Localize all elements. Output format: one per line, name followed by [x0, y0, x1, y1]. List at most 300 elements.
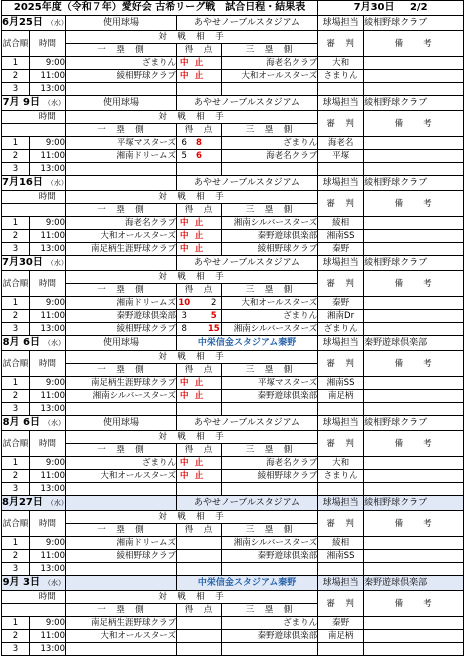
away-header: 三 塁 側 [222, 44, 318, 57]
date-text: 8月27日 [2, 497, 43, 508]
blank-header [2, 111, 30, 124]
home-score [177, 537, 192, 550]
ground-manager-label: 球場担当 [318, 176, 364, 191]
home-team: 南足柄生涯野球クラブ [66, 617, 177, 630]
match-date [2, 16, 66, 31]
away-team: ざまりん [222, 137, 318, 150]
match-row [2, 457, 464, 470]
match-time: 9:00 [30, 57, 66, 70]
stadium-name: あやせノーブルスタジアム [177, 256, 318, 271]
match-time: 9:00 [30, 617, 66, 630]
blank-header [2, 191, 30, 204]
match-time: 13:00 [30, 563, 66, 576]
match-date [2, 96, 66, 111]
home-score [177, 83, 192, 96]
match-no: 2 [2, 550, 30, 563]
remarks [364, 230, 464, 243]
match-row [2, 57, 464, 70]
match-time: 13:00 [30, 83, 66, 96]
away-team: 秦野遊球倶楽部 [222, 390, 318, 403]
match-no-header: 試合順 [2, 351, 30, 377]
home-score: 中 [177, 377, 192, 390]
umpire-team: 大和 [318, 457, 364, 470]
home-team: 大和オールスターズ [66, 230, 177, 243]
match-row [2, 70, 464, 83]
opponent-header: 対 戦 相 手 [66, 511, 318, 524]
stadium-name: あやせノーブルスタジアム [177, 16, 318, 31]
score-middle [192, 323, 207, 336]
time-header: 時間 [30, 271, 66, 297]
score-middle [192, 483, 207, 496]
match-row [2, 563, 464, 576]
home-score [177, 643, 192, 656]
weekday-text: （水） [44, 99, 65, 107]
score-header: 得 点 [177, 284, 222, 297]
match-row [2, 230, 464, 243]
page-number: 2/2 [409, 2, 428, 13]
umpire-team: 秦野 [318, 617, 364, 630]
away-score [207, 537, 222, 550]
home-team: 秦野遊球倶楽部 [66, 310, 177, 323]
home-score: 5 [177, 150, 192, 163]
home-team: 綾相野球クラブ [66, 550, 177, 563]
score-header: 得 点 [177, 444, 222, 457]
away-score [207, 403, 222, 416]
remarks-header: 備 考 [364, 31, 464, 57]
away-team: 秦野遊球倶楽部 [222, 630, 318, 643]
date-row [2, 96, 464, 111]
ground-manager-label: 球場担当 [318, 336, 364, 351]
match-row [2, 390, 464, 403]
umpire-team: 南足柄 [318, 390, 364, 403]
match-row [2, 537, 464, 550]
ground-manager-team: 秦野遊球倶楽部 [364, 576, 464, 591]
score-middle: 止 [192, 230, 207, 243]
match-time: 9:00 [30, 137, 66, 150]
score-middle [192, 563, 207, 576]
match-row [2, 150, 464, 163]
home-team: 湘南ドリームズ [66, 297, 177, 310]
home-header: 一 塁 側 [66, 604, 177, 617]
umpire-team [318, 563, 364, 576]
score-middle [192, 163, 207, 176]
match-no-header: 試合順 [2, 271, 30, 297]
match-time: 11:00 [30, 310, 66, 323]
weekday-text: （水） [44, 579, 65, 587]
remarks [364, 150, 464, 163]
match-time: 11:00 [30, 150, 66, 163]
ground-manager-team: 綾相野球クラブ [364, 256, 464, 271]
score-middle: 止 [192, 470, 207, 483]
match-no: 3 [2, 643, 30, 656]
remarks [364, 403, 464, 416]
match-row [2, 163, 464, 176]
home-header: 一 塁 側 [66, 124, 177, 137]
home-score [177, 563, 192, 576]
time-header: 時間 [30, 31, 66, 57]
remarks [364, 217, 464, 230]
umpire-header: 審 判 [318, 351, 364, 377]
match-row [2, 483, 464, 496]
stadium-prefix [66, 256, 177, 271]
match-time: 13:00 [30, 643, 66, 656]
match-no: 1 [2, 377, 30, 390]
match-no: 3 [2, 243, 30, 256]
match-no: 1 [2, 617, 30, 630]
header-row-top [2, 271, 464, 284]
remarks-header: 備 考 [364, 111, 464, 137]
umpire-team: さまりん [318, 470, 364, 483]
score-middle: 8 [192, 137, 207, 150]
match-time: 13:00 [30, 243, 66, 256]
stadium-name: 中栄信金スタジアム秦野 [177, 336, 318, 351]
remarks [364, 617, 464, 630]
match-no: 2 [2, 70, 30, 83]
home-score [177, 630, 192, 643]
ground-manager-team: 綾相野球クラブ [364, 96, 464, 111]
away-score [207, 57, 222, 70]
umpire-header: 審 判 [318, 431, 364, 457]
away-header: 三 塁 側 [222, 124, 318, 137]
remarks [364, 483, 464, 496]
stadium-name: あやせノーブルスタジアム [177, 176, 318, 191]
match-no: 1 [2, 297, 30, 310]
match-no: 3 [2, 163, 30, 176]
umpire-team: 秦野 [318, 297, 364, 310]
home-team: ざまりん [66, 57, 177, 70]
date-text: 9月 3日 [2, 577, 40, 588]
home-score [177, 550, 192, 563]
remarks-header: 備 考 [364, 431, 464, 457]
ground-manager-label: 球場担当 [318, 96, 364, 111]
score-middle [192, 297, 207, 310]
away-team: 海老名クラブ [222, 457, 318, 470]
stadium-prefix: 使用球場 [66, 16, 177, 31]
date-text: 8月 6日 [2, 417, 40, 428]
ground-manager-team: 綾相野球クラブ [364, 416, 464, 431]
away-team: 秦野遊球倶楽部 [222, 230, 318, 243]
score-middle: 止 [192, 377, 207, 390]
match-no: 3 [2, 323, 30, 336]
match-no: 1 [2, 457, 30, 470]
away-team [222, 563, 318, 576]
header-row-top [2, 31, 464, 44]
match-no: 3 [2, 483, 30, 496]
match-no: 1 [2, 217, 30, 230]
umpire-team: 湘南SS [318, 377, 364, 390]
away-score [207, 70, 222, 83]
match-no: 1 [2, 537, 30, 550]
remarks [364, 83, 464, 96]
opponent-header: 対 戦 相 手 [66, 271, 318, 284]
stadium-name: あやせノーブルスタジアム [177, 496, 318, 511]
score-middle: 止 [192, 70, 207, 83]
home-team [66, 643, 177, 656]
remarks [364, 457, 464, 470]
header-row-top [2, 511, 464, 524]
match-row [2, 617, 464, 630]
home-score: 中 [177, 57, 192, 70]
time-header: 時間 [30, 191, 66, 204]
ground-manager-team: 綾相野球クラブ [364, 176, 464, 191]
away-score [207, 163, 222, 176]
date-text: 8月 6日 [2, 337, 40, 348]
date-row [2, 256, 464, 271]
blank-header [2, 591, 30, 604]
weekday-text: （水） [44, 339, 65, 347]
score-middle [192, 617, 207, 630]
match-row [2, 217, 464, 230]
match-no: 3 [2, 83, 30, 96]
away-score: 2 [207, 297, 222, 310]
match-time: 9:00 [30, 217, 66, 230]
match-no: 3 [2, 563, 30, 576]
remarks-header: 備 考 [364, 511, 464, 537]
ground-manager-label: 球場担当 [318, 576, 364, 591]
date-row [2, 496, 464, 511]
remarks [364, 243, 464, 256]
away-team [222, 83, 318, 96]
match-row [2, 83, 464, 96]
remarks [364, 630, 464, 643]
match-no: 3 [2, 403, 30, 416]
match-no: 2 [2, 150, 30, 163]
time-header: 時間 [30, 591, 66, 604]
umpire-team: 海老名 [318, 137, 364, 150]
stadium-prefix [66, 496, 177, 511]
remarks [364, 70, 464, 83]
home-score [177, 403, 192, 416]
score-middle: 止 [192, 217, 207, 230]
score-middle [192, 630, 207, 643]
updated-date: 7月30日 [353, 2, 395, 13]
away-score [207, 483, 222, 496]
sheet-title: 2025年度（令和７年）愛好会 古希リーグ戦 試合日程・結果表 [2, 1, 318, 16]
match-row [2, 297, 464, 310]
home-score: 中 [177, 217, 192, 230]
ground-manager-label: 球場担当 [318, 416, 364, 431]
score-header: 得 点 [177, 124, 222, 137]
match-time: 9:00 [30, 457, 66, 470]
header-row-top [2, 351, 464, 364]
match-time: 13:00 [30, 163, 66, 176]
away-header: 三 塁 側 [222, 524, 318, 537]
away-team: 湘南シルバースターズ [222, 537, 318, 550]
home-team [66, 163, 177, 176]
match-date [2, 416, 66, 431]
date-text: 7月 9日 [2, 97, 40, 108]
away-team [222, 483, 318, 496]
home-team: 南足柄生涯野球クラブ [66, 243, 177, 256]
home-score [177, 617, 192, 630]
score-middle: 止 [192, 57, 207, 70]
umpire-team: 南足柄 [318, 630, 364, 643]
umpire-team [318, 403, 364, 416]
home-team [66, 483, 177, 496]
remarks [364, 377, 464, 390]
home-team: 綾相野球クラブ [66, 323, 177, 336]
match-time: 9:00 [30, 537, 66, 550]
match-no-header: 試合順 [2, 511, 30, 537]
home-team: 大和オールスターズ [66, 630, 177, 643]
remarks-header: 備 考 [364, 591, 464, 617]
match-no: 2 [2, 310, 30, 323]
umpire-team [318, 163, 364, 176]
home-team: 綾相野球クラブ [66, 70, 177, 83]
remarks [364, 57, 464, 70]
umpire-team: ざまりん [318, 323, 364, 336]
match-row [2, 470, 464, 483]
away-score [207, 563, 222, 576]
umpire-team: さまりん [318, 70, 364, 83]
away-score [207, 630, 222, 643]
blank-header [2, 124, 66, 137]
opponent-header: 対 戦 相 手 [66, 351, 318, 364]
home-header: 一 塁 側 [66, 284, 177, 297]
home-score: 中 [177, 230, 192, 243]
umpire-team: 大和 [318, 57, 364, 70]
away-score [207, 643, 222, 656]
match-row [2, 310, 464, 323]
stadium-name: 中栄信金スタジアム秦野 [177, 576, 318, 591]
header-row-top [2, 591, 464, 604]
away-team [222, 163, 318, 176]
home-score: 6 [177, 137, 192, 150]
stadium-name: あやせノーブルスタジアム [177, 96, 318, 111]
stadium-prefix: 使用球場 [66, 96, 177, 111]
match-no: 2 [2, 230, 30, 243]
match-row [2, 643, 464, 656]
away-team: 秦野遊球倶楽部 [222, 550, 318, 563]
home-score: 10 [178, 298, 191, 308]
umpire-team: 湘南SS [318, 550, 364, 563]
weekday-text: （水） [46, 259, 68, 267]
away-header: 三 塁 側 [222, 284, 318, 297]
opponent-header: 対 戦 相 手 [66, 431, 318, 444]
away-team: 大和オールスターズ [222, 70, 318, 83]
away-team: 綾相野球クラブ [222, 243, 318, 256]
opponent-header: 対 戦 相 手 [66, 31, 318, 44]
date-row [2, 336, 464, 351]
remarks-header: 備 考 [364, 191, 464, 217]
remarks [364, 390, 464, 403]
score-header: 得 点 [177, 524, 222, 537]
stadium-prefix: 使用球場 [66, 416, 177, 431]
away-team: 海老名クラブ [222, 150, 318, 163]
away-score [207, 150, 222, 163]
score-middle [192, 83, 207, 96]
match-row [2, 323, 464, 336]
away-header: 三 塁 側 [222, 604, 318, 617]
umpire-header: 審 判 [318, 111, 364, 137]
sheet-date-page [318, 1, 464, 16]
home-score: 中 [177, 470, 192, 483]
match-date [2, 576, 66, 591]
home-team: 湘南ドリームズ [66, 150, 177, 163]
match-no: 2 [2, 630, 30, 643]
umpire-team [318, 643, 364, 656]
remarks [364, 470, 464, 483]
match-no-header: 試合順 [2, 431, 30, 457]
home-team: 平塚マスターズ [66, 137, 177, 150]
away-score [207, 377, 222, 390]
time-header: 時間 [30, 351, 66, 377]
umpire-header: 審 判 [318, 31, 364, 57]
umpire-header: 審 判 [318, 511, 364, 537]
score-middle [192, 550, 207, 563]
score-middle: 止 [192, 457, 207, 470]
date-row [2, 176, 464, 191]
home-team: 海老名クラブ [66, 217, 177, 230]
home-score: 中 [177, 70, 192, 83]
weekday-text: （水） [46, 19, 68, 27]
remarks [364, 643, 464, 656]
match-row [2, 377, 464, 390]
blank-header [2, 204, 66, 217]
home-score: 中 [177, 457, 192, 470]
home-score [177, 483, 192, 496]
match-row [2, 403, 464, 416]
ground-manager-label: 球場担当 [318, 256, 364, 271]
umpire-header: 審 判 [318, 591, 364, 617]
home-header: 一 塁 側 [66, 204, 177, 217]
away-score [207, 230, 222, 243]
home-header: 一 塁 側 [66, 444, 177, 457]
match-date [2, 256, 66, 271]
weekday-text: （水） [46, 499, 68, 507]
date-text: 7月16日 [2, 177, 43, 188]
umpire-team: 秦野 [318, 243, 364, 256]
away-score [207, 457, 222, 470]
match-date [2, 496, 66, 511]
away-score [207, 390, 222, 403]
remarks-header: 備 考 [364, 351, 464, 377]
remarks [364, 310, 464, 323]
home-header: 一 塁 側 [66, 524, 177, 537]
date-row [2, 576, 464, 591]
remarks [364, 163, 464, 176]
away-score [207, 470, 222, 483]
away-team: 平塚マスターズ [222, 377, 318, 390]
date-text: 7月30日 [2, 257, 43, 268]
opponent-header: 対 戦 相 手 [66, 111, 318, 124]
match-time: 11:00 [30, 70, 66, 83]
weekday-text: （水） [46, 179, 68, 187]
time-header: 時間 [30, 511, 66, 537]
away-team: ざまりん [222, 310, 318, 323]
stadium-prefix: 使用球場 [66, 336, 177, 351]
schedule-table [1, 0, 464, 656]
away-team: 綾相野球クラブ [222, 470, 318, 483]
match-date [2, 176, 66, 191]
score-middle: 6 [192, 150, 207, 163]
away-score [207, 550, 222, 563]
home-team: 湘南シルバースターズ [66, 390, 177, 403]
match-time: 11:00 [30, 630, 66, 643]
home-score: 中 [177, 390, 192, 403]
stadium-name: あやせノーブルスタジアム [177, 416, 318, 431]
opponent-header: 対 戦 相 手 [66, 591, 318, 604]
header-row-top [2, 111, 464, 124]
match-time: 11:00 [30, 230, 66, 243]
remarks [364, 323, 464, 336]
home-score: 3 [177, 310, 192, 323]
score-header: 得 点 [177, 204, 222, 217]
away-score: 5 [207, 310, 222, 323]
match-no: 2 [2, 470, 30, 483]
weekday-text: （水） [44, 419, 65, 427]
home-score: 8 [177, 323, 192, 336]
